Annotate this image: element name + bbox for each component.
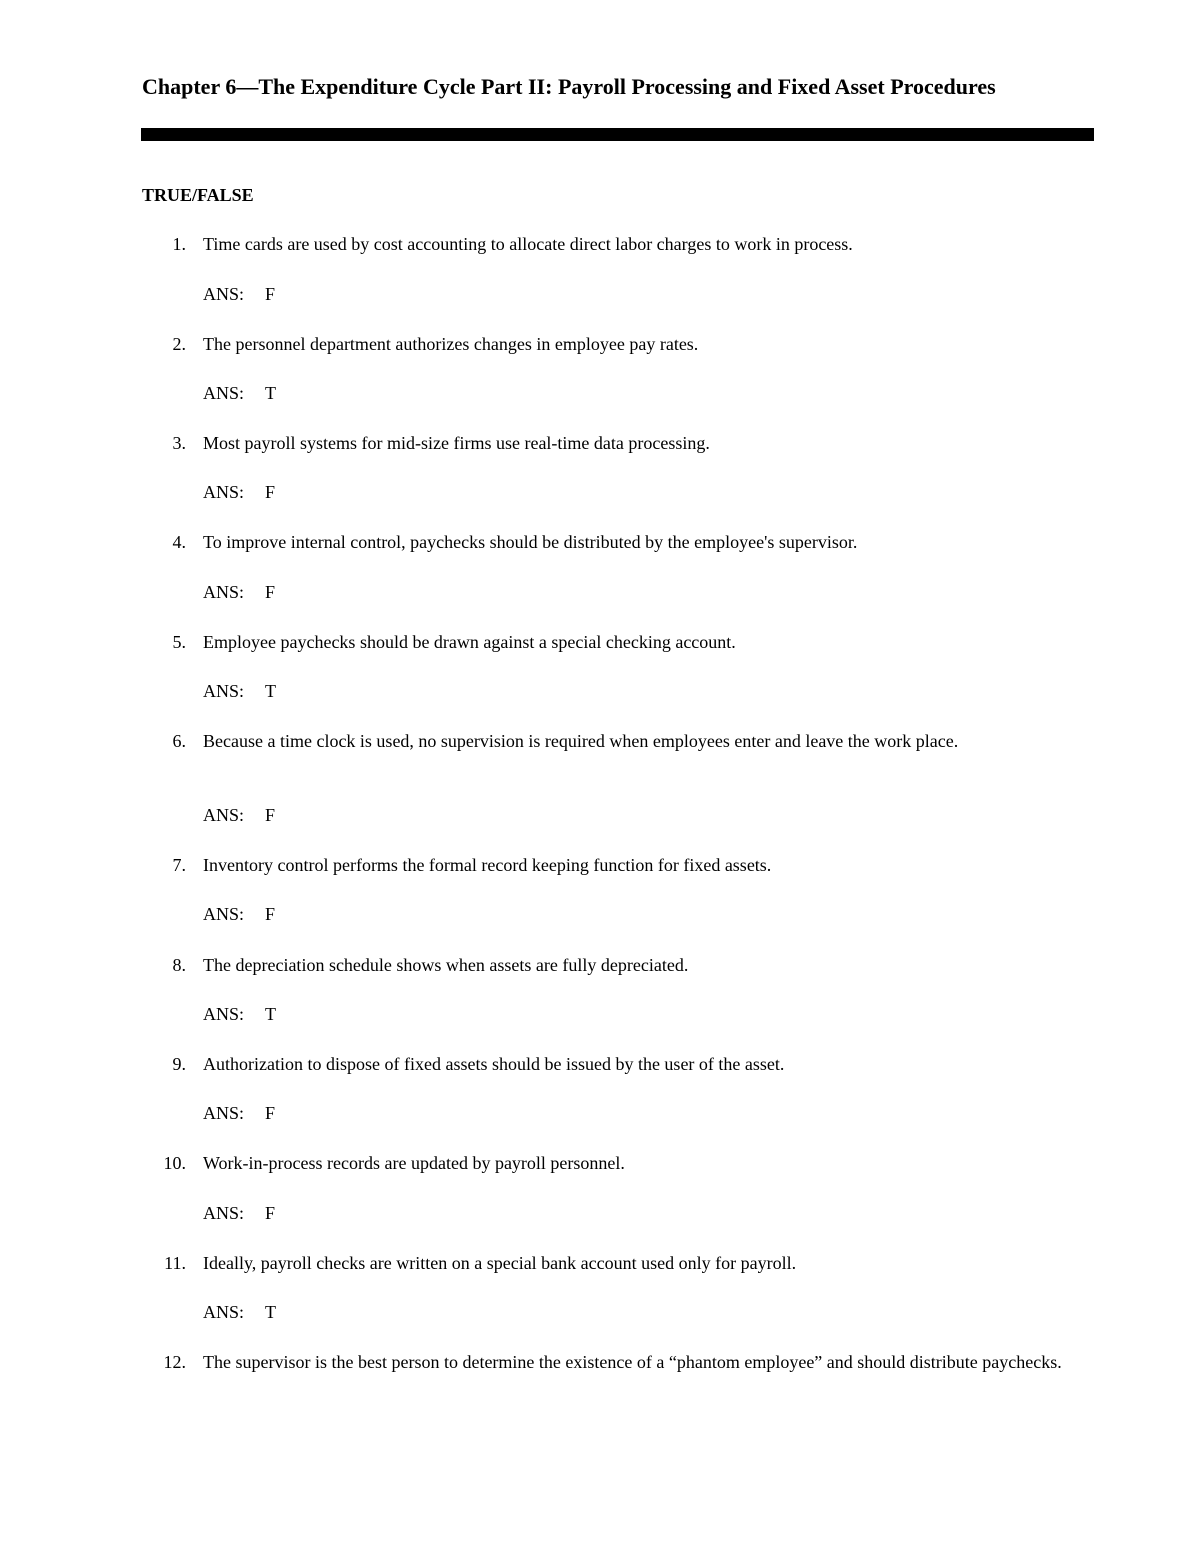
answer-prefix: ANS: bbox=[203, 482, 245, 502]
question-text: Because a time clock is used, no supervision is required when employees enter and leave the work place. bbox=[203, 731, 959, 751]
question-text: To improve internal control, paychecks should be distributed by the employee's supervisor. bbox=[203, 532, 858, 552]
question-number: 12. bbox=[163, 1352, 186, 1372]
answer-value: F bbox=[265, 805, 276, 825]
question-number: 4. bbox=[172, 532, 186, 552]
question-number: 3. bbox=[172, 433, 186, 453]
question-text: The supervisor is the best person to determine the existence of a “phantom employee” and should distribute paychecks. bbox=[203, 1352, 1062, 1372]
question-text: Time cards are used by cost accounting to allocate direct labor charges to work in process. bbox=[203, 234, 853, 254]
question-text: Authorization to dispose of fixed assets should be issued by the user of the asset. bbox=[203, 1054, 785, 1074]
question-text: Work-in-process records are updated by payroll personnel. bbox=[203, 1153, 625, 1173]
question-number: 8. bbox=[172, 955, 186, 975]
answer-prefix: ANS: bbox=[203, 284, 245, 304]
answer-prefix: ANS: bbox=[203, 383, 245, 403]
question-number: 2. bbox=[172, 334, 186, 354]
answer-prefix: ANS: bbox=[203, 1004, 245, 1024]
question-number: 7. bbox=[172, 855, 186, 875]
question-number: 5. bbox=[172, 632, 186, 652]
answer-prefix: ANS: bbox=[203, 681, 245, 701]
question-number: 9. bbox=[172, 1054, 186, 1074]
answer-value: F bbox=[265, 1203, 276, 1223]
title-rule bbox=[141, 128, 1094, 141]
chapter-title: Chapter 6—The Expenditure Cycle Part II: Payroll Processing and Fixed Asset Procedures bbox=[142, 74, 996, 99]
section-heading: TRUE/FALSE bbox=[142, 185, 254, 205]
answer-value: F bbox=[265, 284, 276, 304]
question-text: Inventory control performs the formal record keeping function for fixed assets. bbox=[203, 855, 772, 875]
question-number: 1. bbox=[172, 234, 186, 254]
question-text: The personnel department authorizes changes in employee pay rates. bbox=[203, 334, 699, 354]
answer-prefix: ANS: bbox=[203, 904, 245, 924]
question-number: 10. bbox=[163, 1153, 186, 1173]
answer-value: F bbox=[265, 904, 276, 924]
question-number: 11. bbox=[164, 1253, 186, 1273]
answer-prefix: ANS: bbox=[203, 1203, 245, 1223]
answer-prefix: ANS: bbox=[203, 1103, 245, 1123]
answer-prefix: ANS: bbox=[203, 582, 245, 602]
question-text: Most payroll systems for mid-size firms use real-time data processing. bbox=[203, 433, 710, 453]
answer-value: F bbox=[265, 1103, 276, 1123]
question-number: 6. bbox=[172, 731, 186, 751]
question-text: The depreciation schedule shows when assets are fully depreciated. bbox=[203, 955, 689, 975]
answer-value: T bbox=[265, 383, 276, 403]
question-text: Ideally, payroll checks are written on a special bank account used only for payroll. bbox=[203, 1253, 797, 1273]
answer-prefix: ANS: bbox=[203, 805, 245, 825]
answer-value: F bbox=[265, 582, 276, 602]
answer-value: T bbox=[265, 1302, 276, 1322]
answer-value: T bbox=[265, 1004, 276, 1024]
answer-value: F bbox=[265, 482, 276, 502]
question-text: Employee paychecks should be drawn against a special checking account. bbox=[203, 632, 736, 652]
answer-value: T bbox=[265, 681, 276, 701]
answer-prefix: ANS: bbox=[203, 1302, 245, 1322]
